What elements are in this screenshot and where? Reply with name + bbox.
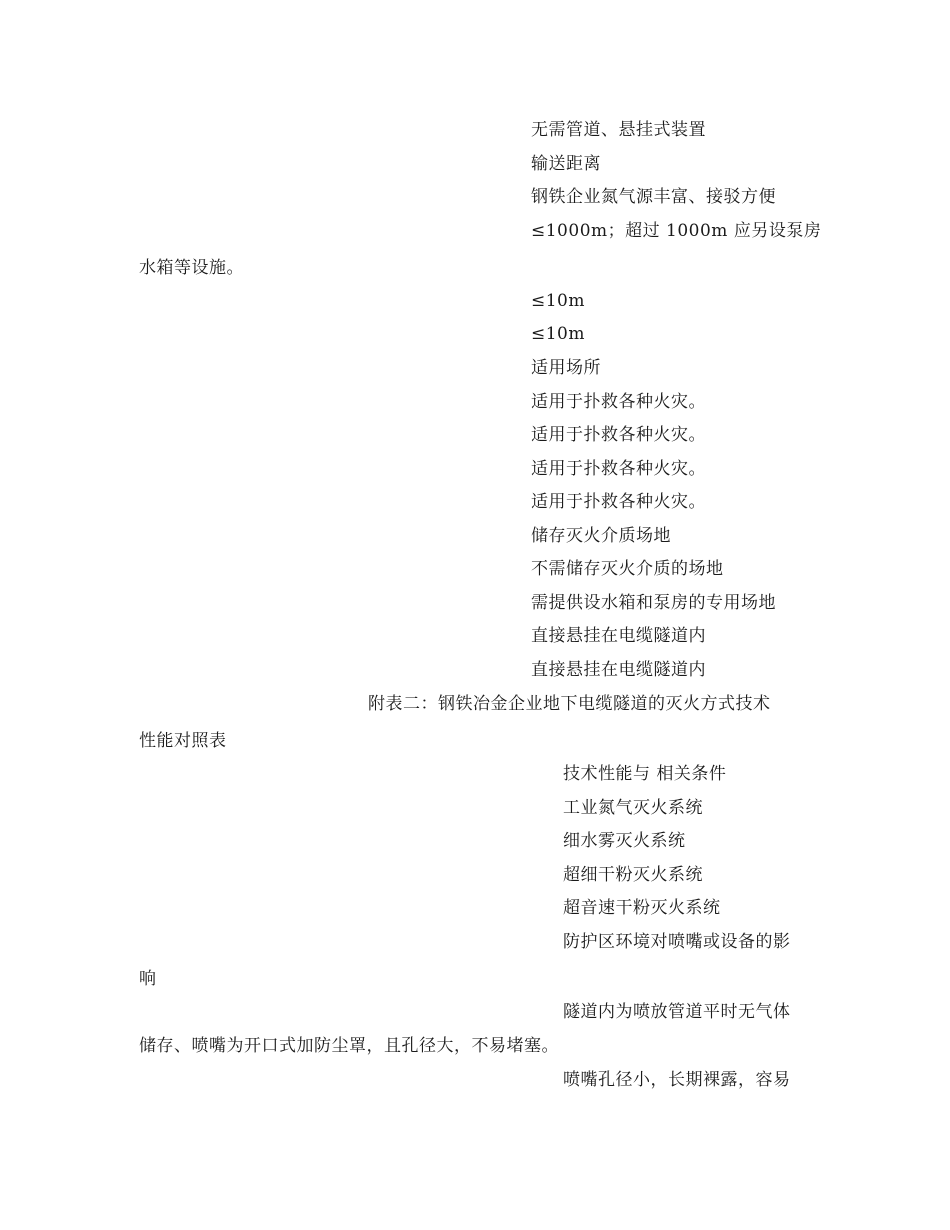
appendix-title: 附表二：钢铁冶金企业地下电缆隧道的灭火方式技术: [368, 694, 771, 714]
text-line: 喷嘴孔径小，长期裸露，容易: [563, 1070, 791, 1090]
text-line: 水箱等设施。: [139, 258, 244, 278]
text-line: ≤10m: [531, 324, 585, 344]
text-line: 直接悬挂在电缆隧道内: [531, 660, 706, 680]
text-line: 不需储存灭火介质的场地: [531, 559, 724, 579]
text-line: 隧道内为喷放管道平时无气体: [563, 1002, 791, 1022]
text-line: 超音速干粉灭火系统: [563, 898, 721, 918]
text-line: 直接悬挂在电缆隧道内: [531, 626, 706, 646]
text-line: 细水雾灭火系统: [563, 831, 686, 851]
text-line: 适用于扑救各种火灾。: [531, 492, 706, 512]
text-line: 响: [139, 969, 157, 989]
text-line: 适用场所: [531, 358, 601, 378]
text-line: 工业氮气灭火系统: [563, 798, 703, 818]
text-line: 超细干粉灭火系统: [563, 865, 703, 885]
text-line: 储存、喷嘴为开口式加防尘罩，且孔径大，不易堵塞。: [139, 1036, 559, 1056]
text-line: 需提供设水箱和泵房的专用场地: [531, 593, 776, 613]
appendix-title-cont: 性能对照表: [139, 731, 227, 751]
text-line: 防护区环境对喷嘴或设备的影: [563, 932, 791, 952]
text-line: 适用于扑救各种火灾。: [531, 459, 706, 479]
text-line: ≤1000m；超过 1000m 应另设泵房: [531, 221, 822, 241]
text-line: 无需管道、悬挂式装置: [531, 120, 706, 140]
text-line: 输送距离: [531, 154, 601, 174]
text-line: ≤10m: [531, 291, 585, 311]
text-line: 适用于扑救各种火灾。: [531, 425, 706, 445]
text-line: 储存灭火介质场地: [531, 526, 671, 546]
text-line: 钢铁企业氮气源丰富、接驳方便: [531, 187, 776, 207]
text-line: 技术性能与 相关条件: [563, 764, 727, 784]
text-line: 适用于扑救各种火灾。: [531, 392, 706, 412]
